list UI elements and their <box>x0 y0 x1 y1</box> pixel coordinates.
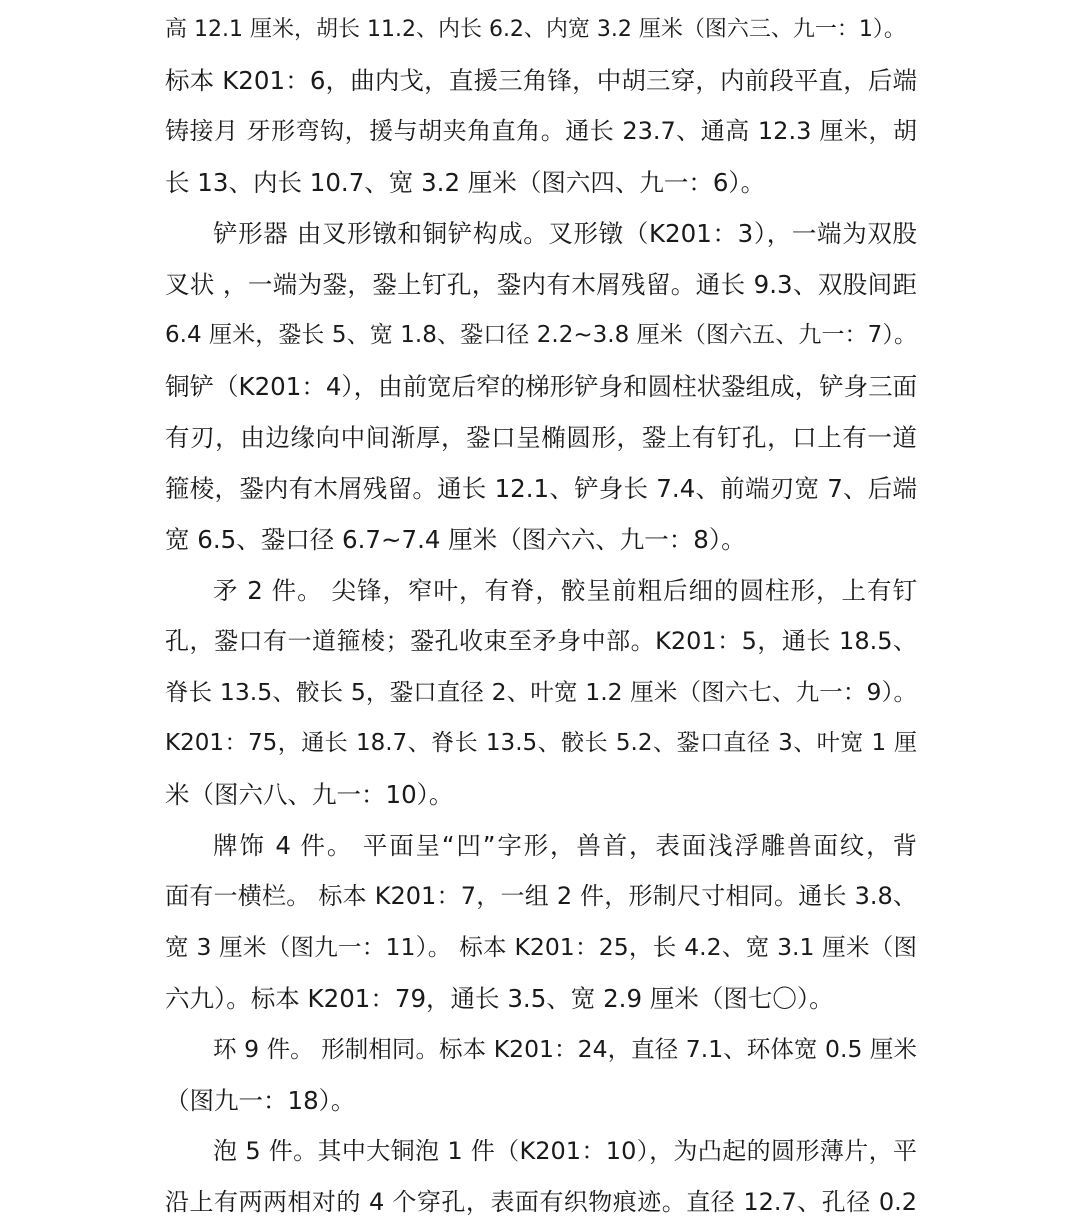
text-line: 铜铲（K201：4），由前宽后窄的梯形铲身和圆柱状銎组成，铲身三面 <box>165 372 917 401</box>
text-line: 标本 K201：6，曲内戈，直援三角锋，中胡三穿，内前段平直，后端 <box>165 66 917 95</box>
text-line: 牌饰 4 件。 平面呈“凹”字形，兽首，表面浅浮雕兽面纹，背 <box>213 831 917 860</box>
text-line: 箍棱，銎内有木屑残留。通长 12.1、铲身长 7.4、前端刃宽 7、后端 <box>165 474 917 503</box>
text-line: 叉状 ，一端为銎，銎上钉孔，銎内有木屑残留。通长 9.3、双股间距 <box>165 270 917 299</box>
text-line: 孔，銎口有一道箍棱；銎孔收束至矛身中部。K201：5，通长 18.5、 <box>165 627 917 655</box>
text-line: （图九一：18）。 <box>165 1086 356 1115</box>
text-line: 面有一横栏。 标本 K201：7，一组 2 件，形制尺寸相同。通长 3.8、 <box>165 882 917 910</box>
text-line: 沿上有两两相对的 4 个穿孔，表面有织物痕迹。直径 12.7、孔径 0.2 <box>165 1188 917 1216</box>
text-line: 环 9 件。 形制相同。标本 K201：24，直径 7.1、环体宽 0.5 厘米 <box>213 1035 917 1063</box>
text-line: 有刃，由边缘向中间渐厚，銎口呈椭圆形，銎上有钉孔，口上有一道 <box>165 423 917 452</box>
text-line: 高 12.1 厘米，胡长 11.2、内长 6.2、内宽 3.2 厘米（图六三、九一：1）。 <box>165 17 906 42</box>
text-line: K201：75，通长 18.7、脊长 13.5、骹长 5.2、銎口直径 3、叶宽 1 厘 <box>165 730 917 756</box>
text-line: 宽 6.5、銎口径 6.7~7.4 厘米（图六六、九一：8）。 <box>165 525 746 554</box>
text-line: 铸接月 牙形弯钩，援与胡夹角直角。通长 23.7、通高 12.3 厘米，胡 <box>165 117 917 145</box>
text-line: 长 13、内长 10.7、宽 3.2 厘米（图六四、九一：6）。 <box>165 168 766 197</box>
text-line: 泡 5 件。其中大铜泡 1 件（K201：10），为凸起的圆形薄片，平 <box>213 1137 917 1165</box>
text-line: 宽 3 厘米（图九一：11）。 标本 K201：25，长 4.2、宽 3.1 厘米（图 <box>165 933 917 961</box>
text-line: 6.4 厘米，銎长 5、宽 1.8、銎口径 2.2~3.8 厘米（图六五、九一：7）。 <box>165 322 917 348</box>
text-line: 六九）。标本 K201：79，通长 3.5、宽 2.9 厘米（图七〇）。 <box>165 984 834 1013</box>
text-line: 矛 2 件。 尖锋，窄叶，有脊，骹呈前粗后细的圆柱形，上有钉 <box>213 576 917 605</box>
text-line: 米（图六八、九一：10）。 <box>165 780 454 809</box>
text-line: 脊长 13.5、骹长 5，銎口直径 2、叶宽 1.2 厘米（图六七、九一：9）。 <box>165 678 917 706</box>
text-line: 铲形器 由叉形镦和铜铲构成。叉形镦（K201：3），一端为双股 <box>213 219 917 248</box>
